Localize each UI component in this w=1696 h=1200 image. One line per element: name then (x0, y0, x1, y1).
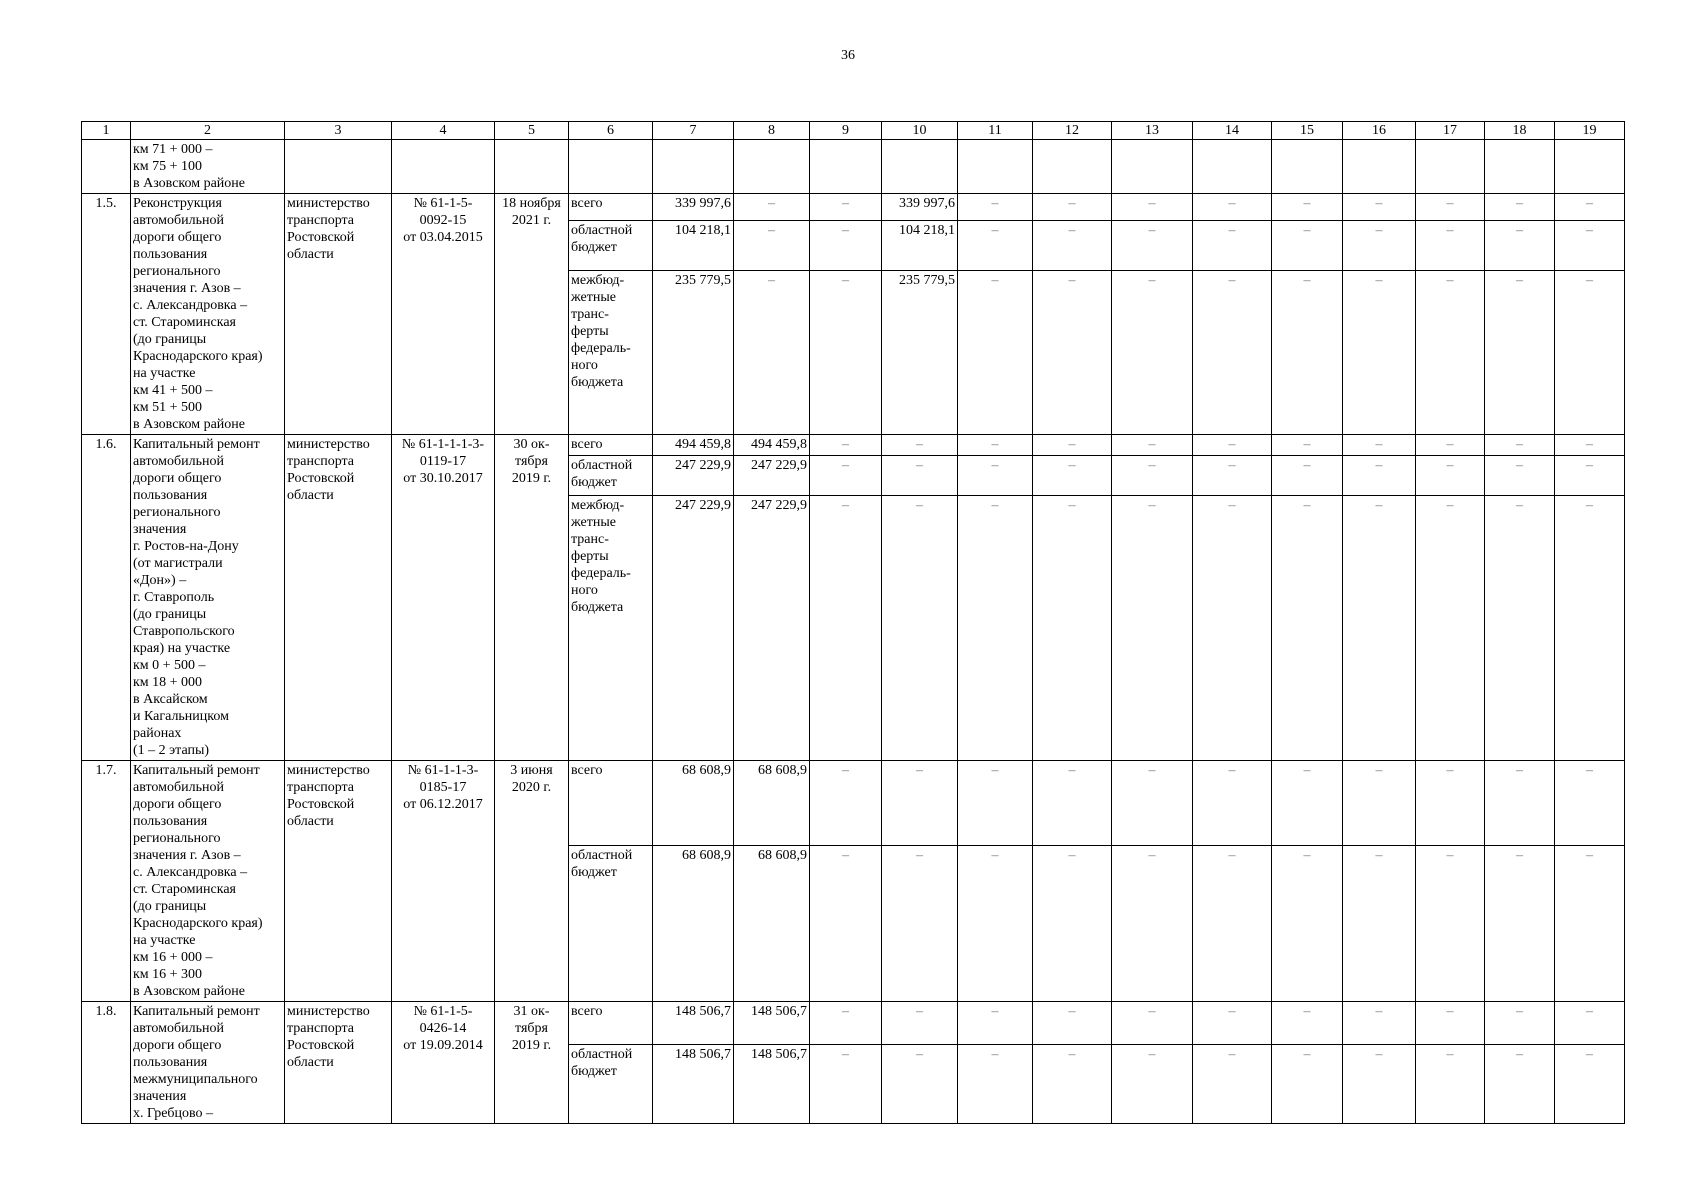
amount: 68 608,9 (653, 761, 734, 846)
amount: 148 506,7 (734, 1044, 810, 1123)
funding-source: всего (569, 761, 653, 846)
object-name: Реконструкция автомобильной дороги общего пользования регионального значения г. Азов – с. Александровка – ст. Староминская (до границы Краснодарского края) на участке км 41 + 500 – км 51 + 500 в Азовском районе (131, 194, 285, 435)
amount: 235 779,5 (882, 270, 958, 434)
funding-source: всего (569, 1002, 653, 1045)
col-header: 11 (958, 122, 1033, 140)
row-number: 1.8. (82, 1002, 131, 1124)
col-header: 2 (131, 122, 285, 140)
funding-source: областной бюджет (569, 220, 653, 270)
document-ref: № 61-1-5- 0092-15 от 03.04.2015 (392, 194, 495, 435)
amount: 68 608,9 (734, 845, 810, 1001)
object-name: Капитальный ремонт автомобильной дороги общего пользования межмуниципального значения х. Гребцово – (131, 1002, 285, 1124)
responsible-org: министерство транспорта Ростовской области (285, 1002, 392, 1124)
col-header: 8 (734, 122, 810, 140)
document-ref: № 61-1-5- 0426-14 от 19.09.2014 (392, 1002, 495, 1124)
col-header: 18 (1485, 122, 1555, 140)
funding-source: всего (569, 194, 653, 221)
col-header: 12 (1033, 122, 1112, 140)
table-row: областной бюджет 104 218,1 – – 104 218,1 – – – – – – – – – (82, 220, 1625, 270)
col-header: 14 (1193, 122, 1272, 140)
amount: 104 218,1 (653, 220, 734, 270)
amount: 247 229,9 (734, 496, 810, 761)
amount: 339 997,6 (653, 194, 734, 221)
row-number: 1.5. (82, 194, 131, 435)
table-row (82, 140, 1625, 194)
completion-date: 30 ок- тября 2019 г. (495, 435, 569, 761)
amount: 247 229,9 (734, 456, 810, 496)
object-name: км 71 + 000 – км 75 + 100 в Азовском районе (131, 140, 285, 194)
funding-table (81, 121, 1625, 1124)
col-header: 10 (882, 122, 958, 140)
amount: 148 506,7 (734, 1002, 810, 1045)
object-name: Капитальный ремонт автомобильной дороги общего пользования регионального значения г. Ростов-на-Дону (от магистрали «Дон») – г. Ставрополь (до границы Ставропольского края) на участке км 0 + 500 – км 18 + 000 в Аксайском и Кагальницком районах (1 – 2 этапы) (131, 435, 285, 761)
funding-source: областной бюджет (569, 456, 653, 496)
table-row: межбюд- жетные транс- ферты федераль- ного бюджета 235 779,5 – – 235 779,5 – – – – – – – – – (82, 270, 1625, 434)
amount: 235 779,5 (653, 270, 734, 434)
amount: 68 608,9 (734, 761, 810, 846)
funding-source: межбюд- жетные транс- ферты федераль- ного бюджета (569, 270, 653, 434)
amount: 339 997,6 (882, 194, 958, 221)
col-header: 4 (392, 122, 495, 140)
amount: 247 229,9 (653, 496, 734, 761)
amount: 494 459,8 (653, 435, 734, 456)
completion-date: 18 ноября 2021 г. (495, 194, 569, 435)
responsible-org: министерство транспорта Ростовской области (285, 435, 392, 761)
table-row: областной бюджет 148 506,7 148 506,7 – – – – – – – – – – – (82, 1044, 1625, 1123)
row-number: 1.7. (82, 761, 131, 1002)
responsible-org: министерство транспорта Ростовской области (285, 761, 392, 1002)
col-header: 3 (285, 122, 392, 140)
funding-source: областной бюджет (569, 845, 653, 1001)
col-header: 17 (1416, 122, 1485, 140)
table-row: областной бюджет 247 229,9 247 229,9 – – – – – – – – – – – (82, 456, 1625, 496)
table-row: 1.5. Реконструкция автомобильной дороги общего пользования регионального значения г. Азов – с. Александровка – ст. Староминская (до границы Краснодарского края) на участке км 41 + 500 – км 51 + 500 в Азовском районе министерство транспорта Ростовской области № 61-1-5- 0092-15 от 03.04.2015 18 ноября 2021 г. всего 339 997,6 – – 339 997,6 – – – – – – – – – (82, 194, 1625, 221)
table-row: межбюд- жетные транс- ферты федераль- ного бюджета 247 229,9 247 229,9 – – – – – – – – – – – (82, 496, 1625, 761)
row-number: 1.6. (82, 435, 131, 761)
amount: 148 506,7 (653, 1044, 734, 1123)
col-header: 5 (495, 122, 569, 140)
amount: 104 218,1 (882, 220, 958, 270)
funding-source: областной бюджет (569, 1044, 653, 1123)
table-row: 1.6. Капитальный ремонт автомобильной дороги общего пользования регионального значения г. Ростов-на-Дону (от магистрали «Дон») – г. Ставрополь (до границы Ставропольского края) на участке км 0 + 500 – км 18 + 000 в Аксайском и Кагальницком районах (1 – 2 этапы) министерство транспорта Ростовской области № 61-1-1-1-3- 0119-17 от 30.10.2017 30 ок- тября 2019 г. всего 494 459,8 494 459,8 – – – – – – – – – – – (82, 435, 1625, 456)
col-header: 19 (1555, 122, 1625, 140)
table-row: 1.7. Капитальный ремонт автомобильной дороги общего пользования регионального значения г. Азов – с. Александровка – ст. Староминская (до границы Краснодарского края) на участке км 16 + 000 – км 16 + 300 в Азовском районе министерство транспорта Ростовской области № 61-1-1-3- 0185-17 от 06.12.2017 3 июня 2020 г. всего 68 608,9 68 608,9 – – – – – – – – – – – (82, 761, 1625, 846)
page-number: 36 (841, 48, 855, 63)
completion-date: 31 ок- тября 2019 г. (495, 1002, 569, 1124)
object-name: Капитальный ремонт автомобильной дороги общего пользования регионального значения г. Азов – с. Александровка – ст. Староминская (до границы Краснодарского края) на участке км 16 + 000 – км 16 + 300 в Азовском районе (131, 761, 285, 1002)
column-number-row (82, 122, 1625, 140)
col-header: 9 (810, 122, 882, 140)
amount: 68 608,9 (653, 845, 734, 1001)
funding-source: межбюд- жетные транс- ферты федераль- ного бюджета (569, 496, 653, 761)
amount: 247 229,9 (653, 456, 734, 496)
responsible-org: министерство транспорта Ростовской области (285, 194, 392, 435)
document-ref: № 61-1-1-3- 0185-17 от 06.12.2017 (392, 761, 495, 1002)
col-header: 7 (653, 122, 734, 140)
col-header: 15 (1272, 122, 1343, 140)
col-header: 16 (1343, 122, 1416, 140)
document-ref: № 61-1-1-1-3- 0119-17 от 30.10.2017 (392, 435, 495, 761)
table-row: 1.8. Капитальный ремонт автомобильной дороги общего пользования межмуниципального значения х. Гребцово – министерство транспорта Ростовской области № 61-1-5- 0426-14 от 19.09.2014 31 ок- тября 2019 г. всего 148 506,7 148 506,7 – – – – – – – – – – – (82, 1002, 1625, 1045)
amount: 494 459,8 (734, 435, 810, 456)
table-row: областной бюджет 68 608,9 68 608,9 – – – – – – – – – – – (82, 845, 1625, 1001)
funding-source: всего (569, 435, 653, 456)
completion-date: 3 июня 2020 г. (495, 761, 569, 1002)
col-header: 6 (569, 122, 653, 140)
col-header: 1 (82, 122, 131, 140)
amount: 148 506,7 (653, 1002, 734, 1045)
col-header: 13 (1112, 122, 1193, 140)
